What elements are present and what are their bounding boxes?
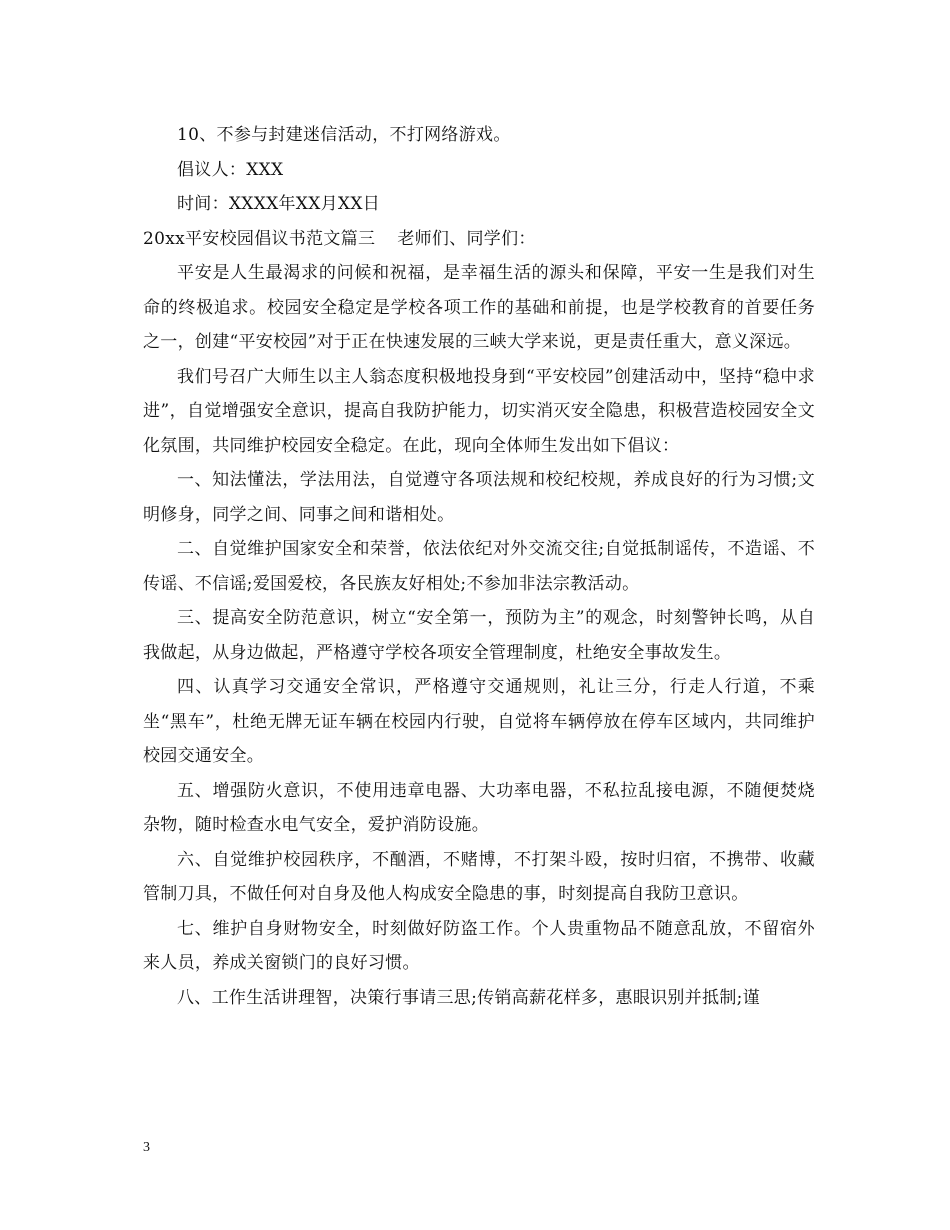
- proposal-item-1: 一、知法懂法，学法用法，自觉遵守各项法规和校纪校规，养成良好的行为习惯;文明修身，同学之间、同事之间和谐相处。: [143, 470, 815, 525]
- paragraph-call: 我们号召广大师生以主人翁态度积极地投身到“平安校园”创建活动中，坚持“稳中求进”，自觉增强安全意识，提高自我防护能力，切实消灭安全隐患，积极营造校园安全文化氛围，共同维护校园安全稳定。在此，现向全体师生发出如下倡议：: [143, 366, 815, 456]
- proposal-item-8: 八、工作生活讲理智，决策行事请三思;传销高薪花样多，惠眼识别并抵制;谨: [177, 987, 760, 1008]
- section-heading: [143, 222, 815, 257]
- greeting: 老师们、同学们：: [397, 228, 536, 249]
- section-title: 20xx平安校园倡议书范文篇三: [143, 228, 376, 249]
- proposal-item-6: 六、自觉维护校园秩序，不酗酒，不赌博，不打架斗殴，按时归宿，不携带、收藏管制刀具，不做任何对自身及他人构成安全隐患的事，时刻提高自我防卫意识。: [143, 849, 815, 904]
- proposer-line: 倡议人：XXX: [177, 159, 284, 180]
- proposal-item-2: 二、自觉维护国家安全和荣誉，依法依纪对外交流交往;自觉抵制谣传，不造谣、不传谣、不信谣;爱国爱校，各民族友好相处;不参加非法宗教活动。: [143, 539, 815, 594]
- paragraph-intro: 平安是人生最渴求的问候和祝福，是幸福生活的源头和保障，平安一生是我们对生命的终极追求。校园安全稳定是学校各项工作的基础和前提，也是学校教育的首要任务之一，创建“平安校园”对于正在快速发展的三峡大学来说，更是责任重大，意义深远。: [143, 263, 815, 352]
- page-number: 3: [143, 1140, 150, 1155]
- item-10-line: 10、不参与封建迷信活动，不打网络游戏。: [177, 125, 511, 145]
- proposal-item-4: 四、认真学习交通安全常识，严格遵守交通规则，礼让三分，行走人行道，不乘坐“黑车”，杜绝无牌无证车辆在校园内行驶，自觉将车辆停放在停车区域内，共同维护校园交通安全。: [143, 677, 815, 766]
- proposal-item-3: 三、提高安全防范意识，树立“安全第一，预防为主”的观念，时刻警钟长鸣，从自我做起，从身边做起，严格遵守学校各项安全管理制度，杜绝安全事故发生。: [143, 608, 815, 663]
- document-body: [143, 118, 815, 1015]
- proposal-item-5: 五、增强防火意识，不使用违章电器、大功率电器，不私拉乱接电源，不随便焚烧杂物，随时检查水电气安全，爱护消防设施。: [143, 780, 815, 835]
- proposal-item-7: 七、维护自身财物安全，时刻做好防盗工作。个人贵重物品不随意乱放，不留宿外来人员，养成关窗锁门的良好习惯。: [143, 918, 815, 973]
- date-line: 时间：XXXX年XX月XX日: [177, 194, 381, 214]
